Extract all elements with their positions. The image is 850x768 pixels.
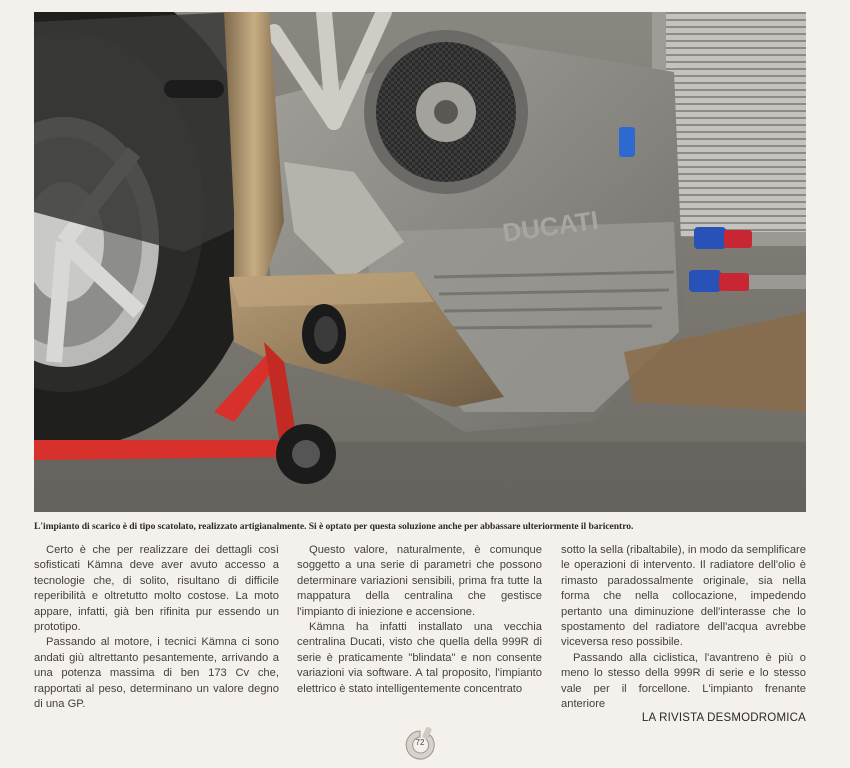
swingarm — [34, 12, 249, 252]
paragraph: Passando alla ciclistica, l'avantreno è più o meno lo stesso della 999R di serie e lo stesso vale per il forcellone. L'impianto frenante anteriore — [561, 651, 806, 711]
text-column-2 — [297, 543, 542, 697]
photo-illustration — [34, 12, 806, 512]
magazine-name: LA RIVISTA DESMODROMICA — [641, 712, 806, 724]
footpeg — [164, 80, 224, 98]
text-column-1 — [34, 543, 279, 712]
carbon-clutch-cover — [364, 30, 528, 194]
page-number: 72 — [415, 738, 425, 747]
ducati-engraving: DUCATI — [500, 204, 601, 248]
paragraph: sotto la sella (ribaltabile), in modo da semplificare le operazioni di intervento. Il radiatore dell'olio è rimasto paradossalmente originale, sia nella forma che nella collocazione, impedendo pertanto una diminuzione dell'interasse che lo spostamento del radiatore dell'acqua avrebbe viceversa reso possibile. — [561, 544, 806, 649]
article-body — [34, 543, 806, 711]
paragraph: Certo è che per realizzare dei dettagli così sofisticati Kämna deve aver avuto accesso a tecnologie che, di solito, risultano di difficile reperibilità e oltretutto molto costose. La moto appare, infatti, già ben rifinita pur essendo un prototipo. — [34, 544, 279, 634]
text-column-3 — [561, 543, 806, 712]
paragraph: Passando al motore, i tecnici Kämna ci sono andati giù altrettanto pesantemente, arrivando a una potenza massima di ben 173 Cv che, rapportati al peso, determinano un valore degno di una GP. — [34, 636, 279, 711]
motorcycle-engine-photo — [34, 12, 806, 512]
page-number-badge — [402, 727, 438, 763]
paragraph: Kämna ha infatti installato una vecchia centralina Ducati, visto che quella della 999R di serie è praticamente "blindata" e non consente variazioni via software. A tal proposito, l'impianto elettrico è stato intelligentemente concentrato — [297, 621, 542, 695]
paragraph: Questo valore, naturalmente, è comunque soggetto a una serie di parametri che possono determinare variazioni sensibili, prima fra tutte la mappatura della centralina che gestisce l'impianto di iniezione e accensione. — [297, 544, 542, 618]
photo-caption: L'impianto di scarico è di tipo scatolato, realizzato artigianalmente. Si è optato per questa soluzione anche per abbassare ulteriormente il baricentro. — [34, 521, 634, 532]
